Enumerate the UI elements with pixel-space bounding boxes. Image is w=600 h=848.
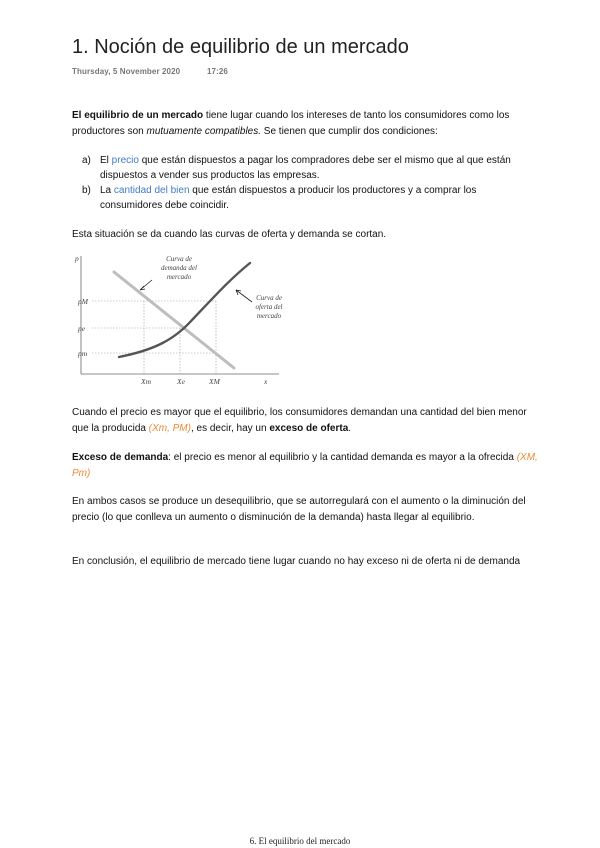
demand-label-line: mercado [166,273,192,281]
condition-marker: a) [82,155,91,166]
supply-label-line: mercado [256,312,282,320]
intro-text-2: Se tienen que cumplir dos condiciones: [261,126,438,137]
conclusion-paragraph: En conclusión, el equilibrio de mercado tiene lugar cuando no hay exceso ni de oferta ni de demanda [72,556,521,567]
intro-bold-term: El equilibrio de un mercado [72,110,204,121]
y-tick-pm: pm [78,349,88,358]
excess-supply-text-1: Cuando el precio es mayor que el equilibrio, los consumidores demandan una cantidad del bien menor que la producida [72,407,527,434]
intro-paragraph [72,108,542,140]
x-axis-label: x [264,377,268,386]
demand-label-line: demanda del [161,264,197,272]
imbalance-paragraph: En ambos casos se produce un desequilibrio, que se autorregulará con el aumento o la diminución del precio (lo que conlleva un aumento o disminución de la demanda) hasta llegar al equilibrio. [72,496,526,523]
condition-highlight: precio [111,155,139,166]
condition-text-post: que están dispuestos a producir los productores y a comprar los consumidores debe coincidir. [100,185,477,211]
y-tick-pM: pM [78,297,88,306]
y-axis-label: p [75,254,79,263]
condition-b [82,183,532,213]
x-tick-xm: Xm [141,377,151,386]
equilibrium-chart [74,250,284,390]
x-tick-xe: Xe [177,377,185,386]
excess-supply-text-3: . [348,423,352,434]
note-date: Thursday, 5 November 2020 [72,67,181,76]
condition-marker: b) [82,185,91,196]
excess-supply-bold: exceso de oferta [269,423,349,434]
excess-supply-text-2: , es decir, hay un [190,423,270,434]
condition-text-post: que están dispuestos a pagar los compradores debe ser el mismo que al que están dispuestos a vender sus productos las empresas. [100,155,511,181]
page-title: 1. Noción de equilibrio de un mercado [72,36,409,58]
condition-text-pre: El [100,155,112,166]
page-footer: 6. El equilibrio del mercado [249,836,351,846]
supply-label-line: oferta del [255,303,283,311]
x-tick-xM: XM [209,377,220,386]
demand-label-line: Curva de [166,255,192,263]
supply-label-line: Curva de [256,294,282,302]
excess-supply-coords: (Xm, PM) [148,423,191,434]
demand-arrow [140,280,152,290]
excess-supply-paragraph [72,405,542,437]
situation-paragraph: Esta situación se da cuando las curvas de oferta y demanda se cortan. [72,229,387,240]
note-time: 17:26 [207,67,228,76]
condition-highlight: cantidad del bien [113,185,190,196]
condition-text-pre: La [100,185,114,196]
supply-arrow [236,290,252,302]
excess-demand-paragraph [72,450,542,482]
intro-text-1: tiene lugar cuando los intereses de tanto los consumidores como los productores son [72,110,510,137]
intro-italic: mutuamente compatibles. [146,126,262,137]
condition-a [82,153,532,183]
excess-demand-bold: Exceso de demanda [72,452,169,463]
y-tick-pe: pe [78,324,86,333]
excess-demand-coords: (XM, Pm) [72,452,538,479]
excess-demand-text-1: : el precio es menor al equilibrio y la cantidad demanda es mayor a la ofrecida [168,452,517,463]
